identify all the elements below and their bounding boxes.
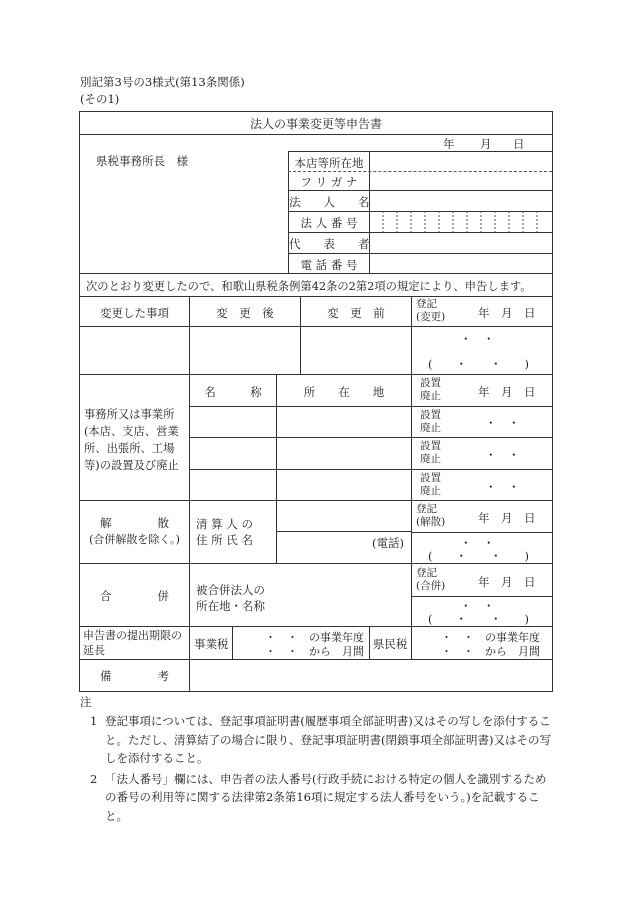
col-location: 所 在 地 [303, 385, 385, 399]
dissolution-date-paren[interactable]: ( ・ ・ ) [428, 549, 529, 563]
liquidator-label: 清 算 人 の 住 所 氏 名 [196, 517, 253, 547]
merger-date-dots[interactable]: ・ ・ [460, 599, 495, 613]
date-year[interactable]: 年 [443, 137, 455, 151]
reg-dissolution-label: 登記 (解散) [416, 503, 446, 528]
change-date-paren[interactable]: ( ・ ・ ) [428, 357, 529, 371]
note-text: 「法人番号」欄には、申告者の法人番号(行政手続における特定の個人を識別するための番号の利用等に関する法律第2条第16項に規定する法人番号をいう。)を記載すること。 [105, 771, 547, 823]
corp-name-input[interactable] [370, 191, 552, 211]
business-tax-label: 事業税 [194, 637, 229, 651]
representative-input[interactable] [370, 233, 552, 253]
business-tax-fiscal-year[interactable]: ・ ・ の事業年度 [265, 631, 364, 644]
form-number: 別記第3号の3様式(第13条関係) [80, 75, 245, 89]
liquidator-input[interactable] [277, 501, 411, 531]
corp-number-boxes[interactable] [369, 211, 552, 232]
notes-title: 注 [80, 695, 92, 709]
notes-list [80, 712, 555, 827]
col-after: 変 更 後 [216, 306, 274, 320]
remarks-label: 備 考 [100, 669, 169, 683]
form-title: 法人の事業変更等申告書 [249, 117, 382, 131]
form-part: (その1) [80, 92, 120, 106]
reg-change-ymd: 年 月 日 [478, 306, 536, 320]
reg-merger-label: 登記 (合併) [416, 567, 446, 592]
statement: 次のとおり変更したので、和歌山県税条例第42条の2第2項の規定により、申告します。 [86, 280, 532, 293]
setup-abolish-3[interactable]: 設置 廃止 [420, 440, 441, 465]
office-date-dots-2[interactable]: ・ ・ [485, 448, 520, 462]
addressee: 県税事務所長 様 [96, 154, 188, 168]
merger-ymd: 年 月 日 [478, 575, 536, 589]
label-corp-number: 法 人 番 号 [300, 216, 358, 230]
change-date-dots[interactable]: ・ ・ [460, 332, 495, 346]
label-furigana: フ リ ガ ナ [300, 175, 358, 189]
merger-label: 合 併 [100, 589, 169, 603]
col-changed-item: 変更した事項 [100, 306, 169, 320]
prefectural-tax-months[interactable]: ・ ・ から 月間 [441, 645, 540, 658]
label-corp-name: 法 人 名 [289, 195, 370, 209]
setup-abolish-4[interactable]: 設置 廃止 [420, 472, 441, 497]
furigana-input[interactable] [370, 172, 552, 190]
phone-input[interactable] [370, 254, 552, 273]
office-ymd: 年 月 日 [478, 385, 536, 399]
date-day[interactable]: 日 [513, 137, 525, 151]
absorbed-corp-label: 被合併法人の 所在地・名称 [196, 583, 265, 613]
label-phone: 電 話 番 号 [300, 258, 358, 272]
label-representative: 代 表 者 [289, 237, 370, 251]
dissolution-ymd: 年 月 日 [478, 511, 536, 525]
after-input[interactable] [190, 327, 300, 374]
prefectural-tax-label: 県民税 [373, 637, 408, 651]
setup-abolish-2[interactable]: 設置 廃止 [420, 409, 441, 434]
business-tax-months[interactable]: ・ ・ から 月間 [265, 645, 364, 658]
reg-change-label: 登記 (変更) [416, 298, 446, 323]
remarks-input[interactable] [190, 660, 552, 691]
extension-label: 申告書の提出期限の延長 [83, 629, 182, 657]
label-head-office: 本店等所在地 [294, 156, 364, 170]
date-month[interactable]: 月 [480, 137, 492, 151]
dissolution-label: 解 散 [100, 516, 169, 530]
prefectural-tax-fiscal-year[interactable]: ・ ・ の事業年度 [441, 631, 540, 644]
liquidator-phone: (電話) [372, 536, 404, 550]
absorbed-corp-input[interactable] [277, 564, 411, 626]
changed-item-input[interactable] [80, 327, 189, 374]
note-item: 1 登記事項については、登記事項証明書(履歴事項全部証明書)又はその写しを添付すること。ただし、清算結了の場合に限り、登記事項証明書(閉鎖事項全部証明書)又はその写しを添付すること。 [90, 714, 551, 765]
office-section-label: 事務所又は事業所(本店、支店、営業所、出張所、工場等)の設置及び廃止 [84, 408, 179, 472]
office-date-dots-1[interactable]: ・ ・ [485, 416, 520, 430]
note-item: 2 「法人番号」欄には、申告者の法人番号(行政手続における特定の個人を識別するための番号の利用等に関する法律第2条第16項に規定する法人番号をいう。)を記載すること。 [90, 771, 547, 823]
col-name: 名 称 [204, 385, 262, 399]
col-before: 変 更 前 [327, 306, 385, 320]
setup-abolish-1: 設置 廃止 [420, 377, 441, 402]
note-text: 登記事項については、登記事項証明書(履歴事項全部証明書)又はその写しを添付すること。ただし、清算結了の場合に限り、登記事項証明書(閉鎖事項全部証明書)又はその写しを添付すること。 [105, 714, 551, 765]
merger-date-paren[interactable]: ( ・ ・ ) [428, 612, 529, 626]
dissolution-sub: (合併解散を除く。) [89, 533, 180, 546]
office-date-dots-3[interactable]: ・ ・ [485, 480, 520, 494]
dissolution-date-dots[interactable]: ・ ・ [460, 536, 495, 550]
before-input[interactable] [301, 327, 411, 374]
head-office-input[interactable] [370, 152, 552, 171]
